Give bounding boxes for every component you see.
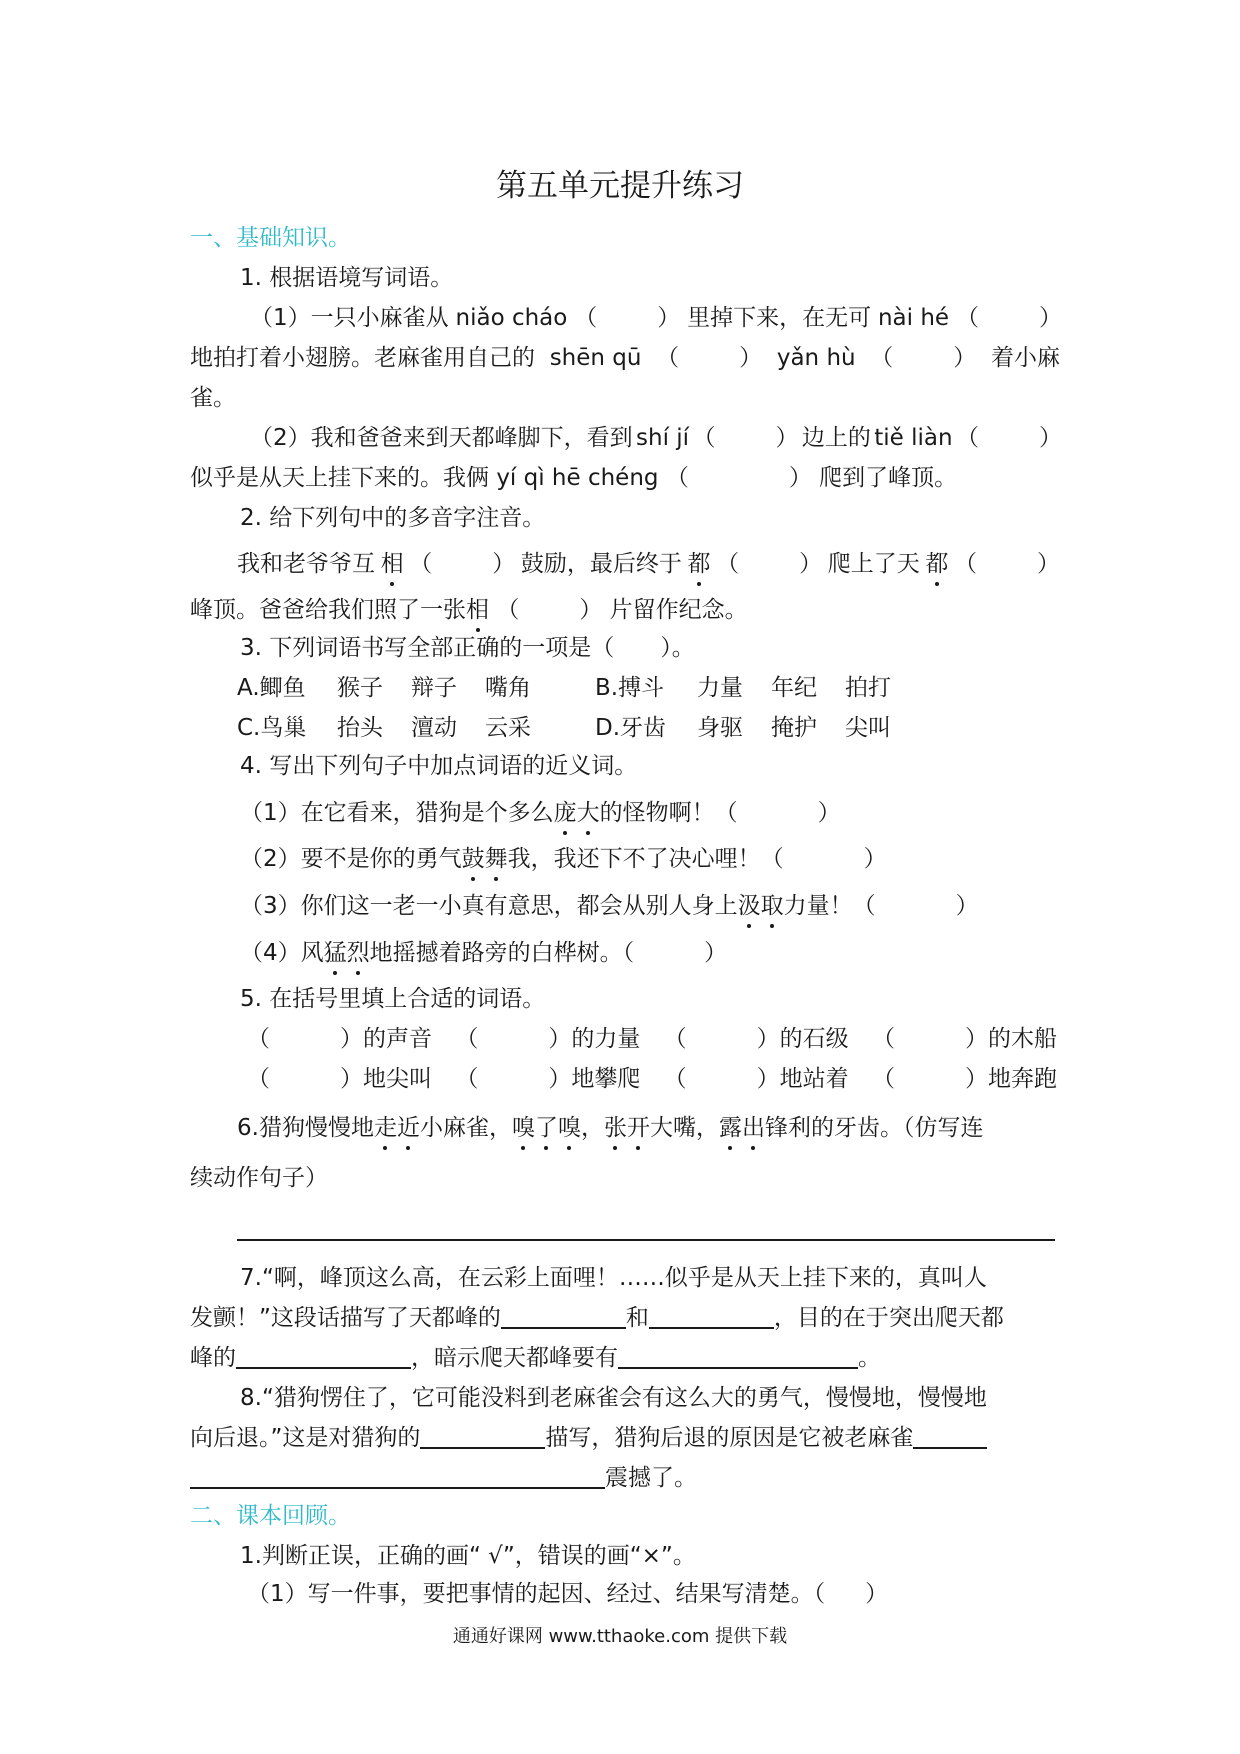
q1-item2-text-a: （2）我和爸爸来到天都峰脚下，看到 — [250, 425, 633, 451]
q3-option-d-word-4: 尖叫 — [845, 715, 891, 741]
section-heading-basics: 一、基础知识。 — [190, 225, 351, 251]
q6-dotted-6: 张 — [604, 1112, 627, 1144]
q5-row2 — [247, 1063, 1057, 1095]
q2-text-d: 峰顶。爸爸给我们照了一张 — [190, 597, 466, 623]
q1-pinyin-niaochao: niǎo cháo — [455, 305, 568, 331]
q4-s4-text-a: （4）风 — [240, 940, 324, 966]
q1-item2-text-c: 似乎是从天上挂下来的。我俩 — [190, 465, 489, 491]
q3-option-b-word-4: 拍打 — [845, 675, 891, 701]
q5-row2-word-2: 地攀爬 — [571, 1066, 641, 1092]
q7-blank-2[interactable] — [649, 1303, 774, 1329]
q4-sentence-4: （4）风猛烈地摇撼着路旁的白桦树。（ ） — [240, 937, 1110, 969]
q6-text-e: 锋利的牙齿。（仿写连 — [764, 1115, 984, 1141]
q8-text-d: 震撼了。 — [605, 1465, 697, 1491]
q2-dotted-char-4: 相 — [466, 594, 489, 626]
q5-row1-word-2: 的力量 — [571, 1026, 641, 1052]
q4-s1-text-a: （1）在它看来，猎狗是个多么 — [240, 800, 554, 826]
q5-row2-item-4: （ ）地奔跑 — [871, 1066, 1057, 1092]
q6-dotted-3: 嗅 — [512, 1112, 535, 1144]
q4-s4-text-b: 地摇撼着路旁的白桦树。（ — [369, 940, 635, 966]
q2-line1 — [237, 548, 1060, 580]
q4-sentence-3: （3）你们这一老一小真有意思，都会从别人身上汲取力量！（ ） — [240, 890, 1110, 922]
s2-q1-s1-text: （1）写一件事，要把事情的起因、经过、结果写清楚。（ — [247, 1581, 826, 1607]
q4-stem: 4. 写出下列句子中加点词语的近义词。 — [240, 753, 638, 779]
q7-blank-1[interactable] — [501, 1303, 626, 1329]
q5-row2-item-3: （ ）地站着 — [663, 1066, 849, 1092]
q1-item1-line3: 雀。 — [190, 385, 236, 411]
q3-option-d-word-3: 掩护 — [771, 715, 817, 741]
q3-option-b-word-3: 年纪 — [771, 675, 817, 701]
q1-pinyin-shenqu: shēn qū — [549, 345, 642, 371]
q4-s2-text-b: 我，我还下不了决心哩！（ — [507, 846, 784, 872]
q5-row2-word-1: 地尖叫 — [363, 1066, 432, 1092]
q8-blank-1[interactable] — [420, 1423, 545, 1449]
q4-s3-text-b: 力量！（ — [783, 893, 876, 919]
q2-text-c: 爬上了天 — [827, 551, 920, 577]
q8-text-c: 描写，猎狗后退的原因是它被老麻雀 — [545, 1425, 914, 1451]
q5-row1-item-2: （ ）的力量 — [455, 1026, 641, 1052]
q7-blank-4[interactable] — [618, 1343, 858, 1369]
q6-dotted-8: 露 — [719, 1112, 742, 1144]
q6-dotted-1: 走 — [374, 1112, 397, 1144]
q6-dotted-9: 出 — [742, 1112, 765, 1144]
q5-row2-item-2: （ ）地攀爬 — [455, 1066, 641, 1092]
q3-option-d-word-2: 身驱 — [697, 715, 743, 741]
q4-s1-dotted-2: 大 — [577, 797, 600, 829]
q4-s2-dotted-2: 舞 — [485, 843, 508, 875]
q2-line2 — [190, 594, 1060, 626]
q6-answer-line[interactable] — [237, 1239, 1055, 1241]
q5-row1-word-4: 的木船 — [987, 1026, 1057, 1052]
q7-text-g: 。 — [858, 1345, 881, 1371]
q1-item2-text-b: 边上的 — [801, 425, 871, 451]
q2-stem: 2. 给下列句中的多音字注音。 — [240, 505, 546, 531]
q1-item2-line1 — [250, 422, 1062, 454]
q3-option-b-word-1: B.搏斗 — [595, 675, 665, 701]
q5-row1-word-3: 的石级 — [779, 1026, 849, 1052]
q2-text-a: 我和老爷爷互 — [237, 551, 375, 577]
q7-text-e: 峰的 — [190, 1345, 236, 1371]
q2-dotted-char-3: 都 — [925, 548, 948, 580]
q1-pinyin-shiji: shí jí — [636, 425, 690, 451]
q4-s3-dotted-1: 汲 — [738, 890, 761, 922]
q8-line3 — [190, 1462, 1060, 1494]
q8-blank-2b[interactable] — [190, 1463, 605, 1489]
q3-option-c-word-2: 抬头 — [337, 715, 383, 741]
section-heading-review: 二、课本回顾。 — [190, 1503, 351, 1529]
q5-row2-word-3: 地站着 — [779, 1066, 849, 1092]
q3-option-a-word-4: 嘴角 — [485, 675, 531, 701]
q1-bracket-1: （ ） — [574, 305, 681, 331]
q4-s4-dotted-1: 猛 — [324, 937, 347, 969]
q3-option-b-word-2: 力量 — [697, 675, 743, 701]
q1-pinyin-yiqihecheng: yí qì hē chéng — [496, 465, 659, 491]
q5-row1-item-1: （ ）的声音 — [247, 1026, 432, 1052]
q1-pinyin-yanhu: yǎn hù — [776, 345, 856, 371]
q6-dotted-2: 近 — [397, 1112, 420, 1144]
q4-s2-text-a: （2）要不是你的勇气 — [240, 846, 462, 872]
q6-dotted-7: 开 — [627, 1112, 650, 1144]
q1-item1-text-c: 地拍打着小翅膀。老麻雀用自己的 — [190, 345, 535, 371]
s2-q1-sentence-1: （1）写一件事，要把事情的起因、经过、结果写清楚。（ ） — [247, 1581, 889, 1607]
q4-s1-dotted-1: 庞 — [554, 797, 577, 829]
page-title: 第五单元提升练习 — [496, 168, 744, 204]
q6-text-d: 大嘴， — [649, 1115, 719, 1141]
q7-text-d: ，目的在于突出爬天都 — [773, 1305, 1004, 1331]
q3-option-d-word-1: D.牙齿 — [595, 715, 667, 741]
q1-item1-text-b: 里掉下来，在无可 — [687, 305, 872, 331]
q1-item1-text-d: 着小麻 — [990, 345, 1060, 371]
q6-dotted-5: 嗅 — [558, 1112, 581, 1144]
q3-option-c-word-4: 云采 — [485, 715, 531, 741]
q1-item1-text-a: （1）一只小麻雀从 — [250, 305, 449, 331]
q4-sentence-2: （2）要不是你的勇气鼓舞我，我还下不了决心哩！（ ） — [240, 843, 1110, 875]
q6-line1 — [237, 1112, 1107, 1144]
q1-item2-text-d: 爬到了峰顶。 — [819, 465, 958, 491]
q1-bracket-6: （ ） — [955, 425, 1062, 451]
q1-pinyin-naihe: nài hé — [877, 305, 950, 331]
q3-options-row2 — [237, 712, 1107, 744]
q2-dotted-char-1: 相 — [381, 548, 404, 580]
q2-dotted-char-2: 都 — [688, 548, 711, 580]
q8-line2 — [190, 1422, 1060, 1454]
s2-q1-stem: 1.判断正误，正确的画“ √”，错误的画“×”。 — [240, 1543, 696, 1569]
q1-item1-line2 — [190, 342, 1060, 374]
q6-line2: 续动作句子） — [190, 1165, 328, 1191]
q7-blank-3[interactable] — [236, 1343, 411, 1369]
q1-item2-line2 — [190, 462, 1060, 494]
page-footer: 通通好课网 www.tthaoke.com 提供下载 — [452, 1626, 788, 1647]
q1-bracket-4: （ ） — [870, 345, 977, 371]
q3-option-a-word-2: 猴子 — [337, 675, 383, 701]
q3-option-c-word-3: 澶动 — [411, 715, 457, 741]
q4-s3-text-a: （3）你们这一老一小真有意思，都会从别人身上 — [240, 893, 738, 919]
q3-option-a-word-1: A.鲫鱼 — [237, 675, 306, 701]
q1-item1-line1 — [250, 302, 1062, 334]
q4-s3-dotted-2: 取 — [761, 890, 784, 922]
q2-bracket-4: （ ） — [496, 597, 603, 623]
q6-text-c: ， — [580, 1115, 604, 1141]
q7-line3 — [190, 1342, 1060, 1374]
q6-dotted-4: 了 — [535, 1112, 558, 1144]
q4-s2-dotted-1: 鼓 — [462, 843, 485, 875]
q5-row2-item-1: （ ）地尖叫 — [247, 1066, 432, 1092]
q6-text-b: 小麻雀， — [419, 1115, 512, 1141]
q8-blank-2a[interactable] — [913, 1423, 987, 1449]
q1-pinyin-tielian: tiě liàn — [874, 425, 953, 451]
q5-row1-word-1: 的声音 — [363, 1026, 432, 1052]
q2-text-b: 鼓励，最后终于 — [520, 551, 682, 577]
q2-text-e: 片留作纪念。 — [609, 597, 748, 623]
q1-bracket-5: （ ） — [692, 425, 799, 451]
q5-row1 — [247, 1023, 1057, 1055]
q5-row1-item-3: （ ）的石级 — [663, 1026, 849, 1052]
q1-bracket-2: （ ） — [955, 305, 1062, 331]
q7-line2 — [190, 1302, 1060, 1334]
q5-row2-word-4: 地奔跑 — [987, 1066, 1057, 1092]
q1-bracket-3: （ ） — [656, 345, 763, 371]
q7-text-f: ，暗示爬天都峰要有 — [411, 1345, 618, 1371]
q4-sentence-1: （1）在它看来，猎狗是个多么庞大的怪物啊！（ ） — [240, 797, 1110, 829]
q5-row1-item-4: （ ）的木船 — [871, 1026, 1057, 1052]
q3-option-a-word-3: 辩子 — [411, 675, 457, 701]
q1-bracket-7: （ ） — [665, 465, 812, 491]
q8-line1: 8.“猎狗愣住了，它可能没料到老麻雀会有这么大的勇气，慢慢地，慢慢地 — [240, 1385, 987, 1411]
q7-text-c: 和 — [625, 1305, 649, 1331]
q3-option-c-word-1: C.鸟巢 — [237, 715, 307, 741]
q7-line1: 7.“啊，峰顶这么高，在云彩上面哩！……似乎是从天上挂下来的，真叫人 — [240, 1265, 987, 1291]
q2-bracket-2: （ ） — [716, 551, 823, 577]
q4-s4-dotted-2: 烈 — [347, 937, 370, 969]
q3-stem: 3. 下列词语书写全部正确的一项是（ ）。 — [240, 635, 695, 661]
q7-text-b: 发颤！”这段话描写了天都峰的 — [190, 1305, 501, 1331]
q8-text-b: 向后退。”这是对猎狗的 — [190, 1425, 421, 1451]
q2-bracket-1: （ ） — [409, 551, 516, 577]
q6-text-a: 6.猎狗慢慢地 — [237, 1115, 374, 1141]
q4-s1-text-b: 的怪物啊！（ — [599, 800, 738, 826]
q2-bracket-3: （ ） — [954, 551, 1060, 577]
q1-stem: 1. 根据语境写词语。 — [240, 265, 454, 291]
q5-stem: 5. 在括号里填上合适的词语。 — [240, 986, 546, 1012]
q3-options-row1 — [237, 672, 1107, 704]
